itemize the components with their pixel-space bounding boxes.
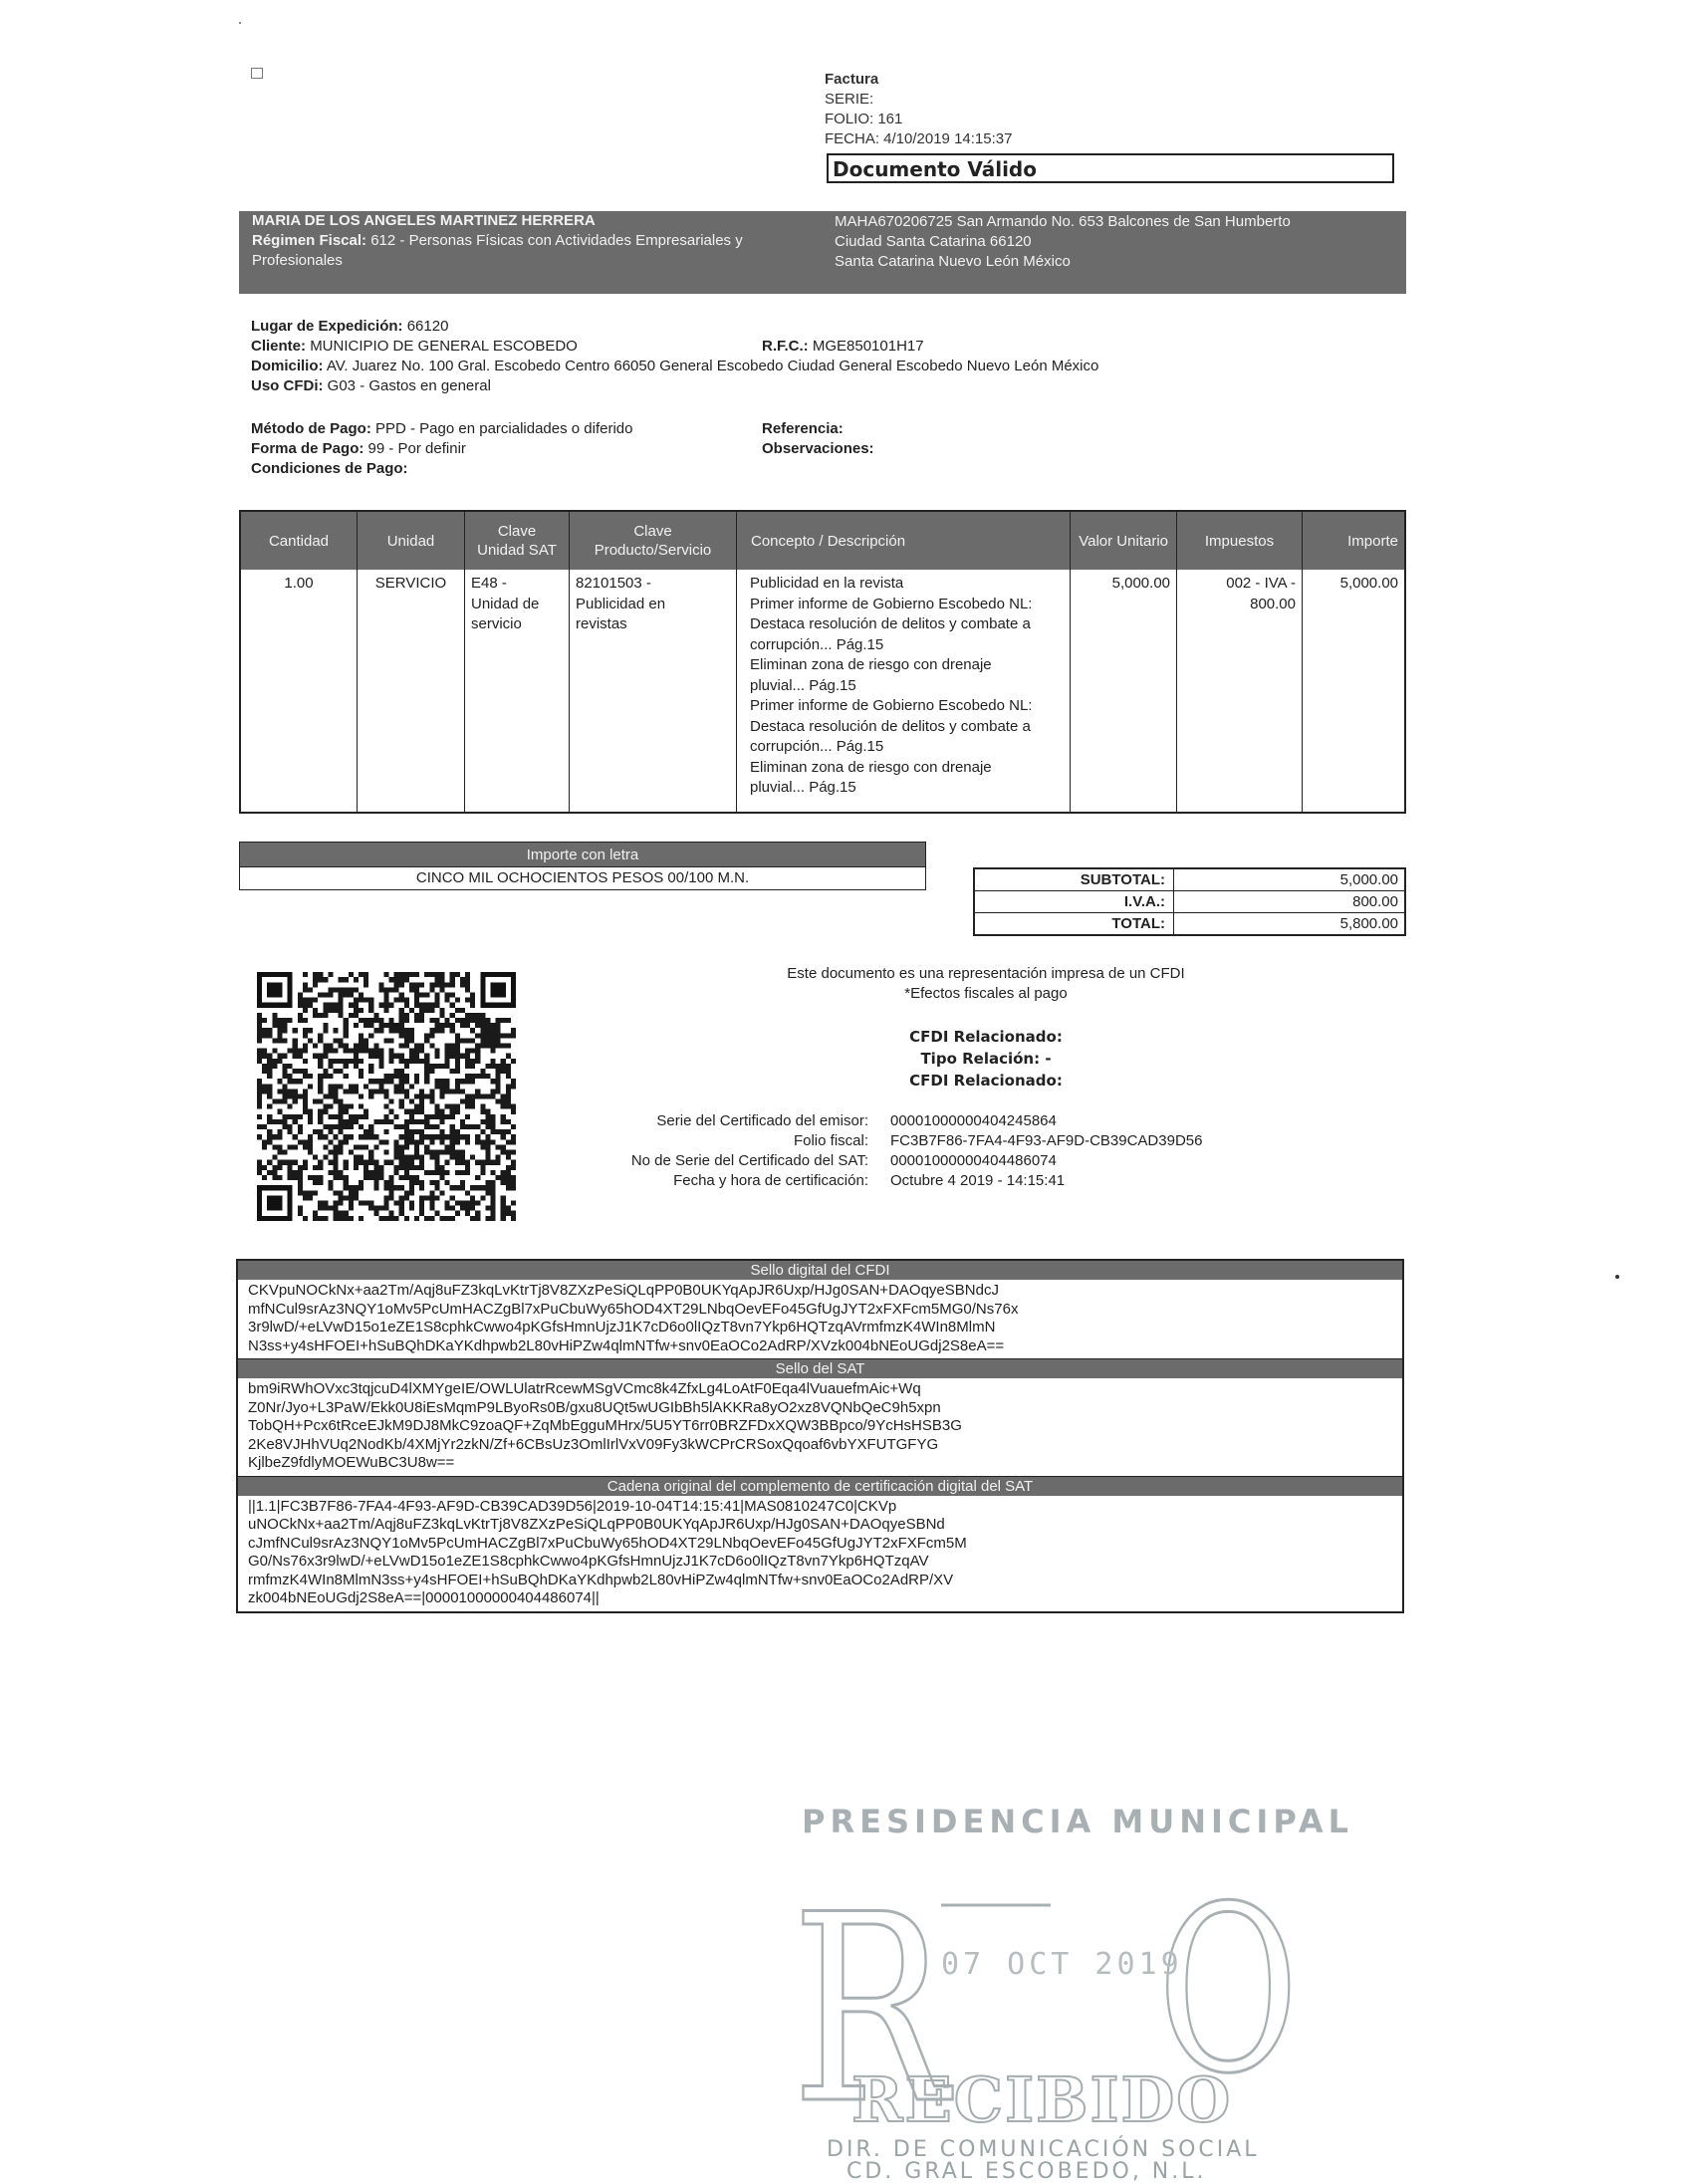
regimen-value-cont: Profesionales bbox=[252, 252, 343, 269]
fecha-cert-value: Octubre 4 2019 - 14:15:41 bbox=[890, 1172, 1066, 1189]
total-value: 5,800.00 bbox=[1339, 915, 1398, 932]
header-impuestos: Impuestos bbox=[1177, 512, 1302, 570]
forma-value: 99 - Por definir bbox=[367, 440, 466, 457]
sello-line: 3r9lwD/+eLVwD15o1eZE1S8cphkCwwo4pKGfsHmnUjzJ1K7cD6o0lIQzT8vn7Ykp6HQTzqAVrmfmzK4WIn8MlmN bbox=[248, 1319, 996, 1335]
header-importe: Importe bbox=[1303, 512, 1404, 570]
metodo-value: PPD - Pago en parcialidades o diferido bbox=[375, 420, 633, 437]
validity-badge: Documento Válido bbox=[827, 153, 1394, 183]
metodo-label: Método de Pago: bbox=[251, 420, 371, 437]
serie-cert-label: Serie del Certificado del emisor: bbox=[656, 1112, 868, 1129]
folio-fiscal-label: Folio fiscal: bbox=[793, 1132, 868, 1149]
header-clave-producto: Clave Producto/Servicio bbox=[570, 512, 736, 570]
cliente-label: Cliente: bbox=[251, 338, 307, 355]
uso-value: G03 - Gastos en general bbox=[327, 377, 491, 394]
cert-labels bbox=[558, 1111, 868, 1191]
stamp-top-text: PRESIDENCIA MUNICIPAL bbox=[802, 1803, 1353, 1840]
concepto-line: Primer informe de Gobierno Escobedo NL: bbox=[750, 595, 1033, 612]
totals-box bbox=[973, 867, 1406, 936]
concepto-line: corrupción... Pág.15 bbox=[750, 738, 884, 755]
address-line-2: Ciudad Santa Catarina 66120 bbox=[835, 233, 1032, 250]
concepto-line: Primer informe de Gobierno Escobedo NL: bbox=[750, 697, 1033, 714]
rfc-label: R.F.C.: bbox=[762, 338, 809, 355]
header-cantidad: Cantidad bbox=[241, 512, 357, 570]
subtotal-label: SUBTOTAL: bbox=[975, 869, 1174, 890]
regimen-value: 612 - Personas Físicas con Actividades Empresariales y bbox=[370, 232, 743, 249]
cert-values bbox=[890, 1111, 1309, 1191]
tipo-relacion: Tipo Relación: - bbox=[920, 1050, 1052, 1068]
folio-fiscal-value: FC3B7F86-7FA4-4F93-AF9D-CB39CAD39D56 bbox=[890, 1132, 1203, 1149]
concepto-line: Eliminan zona de riesgo con drenaje bbox=[750, 758, 992, 776]
lugar-expedicion bbox=[251, 317, 1396, 337]
clave-prod-line: revistas bbox=[576, 615, 627, 632]
concepto-line: Destaca resolución de delitos y combate a bbox=[750, 717, 1031, 735]
header-clave-unidad: Clave Unidad SAT bbox=[465, 512, 569, 570]
sello-line: mfNCul9srAz3NQY1oMv5PcUmHACZgBl7xPuCbuWy65hOD4XT29LNbqOevEFo45GfUgJYT2xFXFcm5MG0/Ns76x bbox=[248, 1300, 1019, 1318]
cfdi-note-1: Este documento es una representación impresa de un CFDI bbox=[787, 965, 1185, 982]
received-stamp bbox=[777, 1803, 1353, 2184]
iva-row bbox=[975, 891, 1404, 913]
cfdi-relacionado bbox=[846, 1026, 1125, 1092]
cliente bbox=[251, 337, 1396, 357]
col-clave-producto bbox=[570, 512, 737, 812]
cell-clave-unidad bbox=[465, 570, 569, 639]
domicilio-value: AV. Juarez No. 100 Gral. Escobedo Centro 66050 General Escobedo Ciudad General Escobedo Nuevo León México bbox=[326, 358, 1099, 374]
doc-type: Factura bbox=[825, 71, 879, 88]
total-label: TOTAL: bbox=[975, 913, 1174, 934]
sello-sat-header: Sello del SAT bbox=[238, 1359, 1402, 1378]
corner-mark bbox=[251, 68, 263, 79]
condiciones-pago bbox=[251, 459, 1396, 479]
qr-code bbox=[257, 971, 516, 1222]
col-valor bbox=[1071, 512, 1177, 812]
cell-importe: 5,000.00 bbox=[1339, 575, 1398, 592]
cadena-line: uNOCkNx+aa2Tm/Aqj8uFZ3kqLvKtrTj8V8ZXzPeSiQLqPP0B0UKYqApJR6Uxp/HJg0SAN+DAOqyeSBNd bbox=[248, 1516, 945, 1533]
stamp-bottom-1: DIR. DE COMUNICACIÓN SOCIAL bbox=[827, 2137, 1260, 2162]
col-importe bbox=[1303, 512, 1404, 812]
svg-text:R: R bbox=[792, 1858, 948, 2161]
cell-unidad: SERVICIO bbox=[374, 575, 447, 592]
regimen-label: Régimen Fiscal: bbox=[252, 232, 367, 249]
stamp-word: RECIBIDO bbox=[851, 2063, 1233, 2136]
concepto-line: Eliminan zona de riesgo con drenaje bbox=[750, 656, 992, 673]
importe-letra-header: Importe con letra bbox=[239, 842, 926, 867]
domicilio-label: Domicilio: bbox=[251, 358, 324, 374]
cell-clave-producto bbox=[570, 570, 736, 639]
col-cantidad bbox=[241, 512, 358, 812]
subtotal-row bbox=[975, 869, 1404, 891]
iva-value: 800.00 bbox=[1352, 893, 1398, 910]
emisor-info bbox=[252, 211, 810, 271]
lugar-label: Lugar de Expedición: bbox=[251, 318, 403, 335]
serie-sat-label: No de Serie del Certificado del SAT: bbox=[630, 1152, 868, 1169]
impuestos-line: 002 - IVA - bbox=[1226, 575, 1296, 592]
sello-sat-body bbox=[238, 1378, 1402, 1477]
cell-impuestos bbox=[1177, 570, 1302, 618]
cadena-body bbox=[238, 1496, 1402, 1611]
impuestos-line: 800.00 bbox=[1250, 595, 1296, 612]
sello-line: CKVpuNOCkNx+aa2Tm/Aqj8uFZ3kqLvKtrTj8V8ZXzPeSiQLqPP0B0UKYqApJR6Uxp/HJg0SAN+DAOqyeSBNdcJ bbox=[248, 1282, 999, 1299]
related-2: CFDI Relacionado: bbox=[909, 1072, 1063, 1090]
clave-unidad-line: Unidad de bbox=[471, 595, 540, 612]
stamp-date: 07 OCT 2019 bbox=[941, 1947, 1183, 1982]
sello-line: bm9iRWhOVxc3tqjcuD4lXMYgeIE/OWLUlatrRcewMSgVCmc8k4ZfxLg4LoAtF0Eqa4lVuauefmAic+Wq bbox=[248, 1380, 921, 1397]
clave-unidad-line: E48 - bbox=[471, 575, 507, 592]
uso-cfdi bbox=[251, 376, 1396, 396]
cadena-line: G0/Ns76x3r9lwD/+eLVwD15o1eZE1S8cphkCwwo4pKGfsHmnUjzJ1K7cD6o0lIQzT8vn7Ykp6HQTzqAV bbox=[248, 1553, 929, 1570]
sello-line: TobQH+Pcx6tRceEJkM9DJ8MkC9zoaQF+ZqMbEgguMHrx/5U5YT6rr0BRZFDxXQW3BBpco/9YcHsHSB3G bbox=[248, 1417, 962, 1434]
invoice-header bbox=[825, 70, 1012, 149]
uso-label: Uso CFDi: bbox=[251, 377, 324, 394]
concept-table bbox=[239, 510, 1406, 814]
cadena-header: Cadena original del complemento de certificación digital del SAT bbox=[238, 1477, 1402, 1496]
concepto-line: pluvial... Pág.15 bbox=[750, 676, 856, 694]
cliente-value: MUNICIPIO DE GENERAL ESCOBEDO bbox=[310, 338, 578, 355]
col-concepto bbox=[737, 512, 1071, 812]
cadena-line: ||1.1|FC3B7F86-7FA4-4F93-AF9D-CB39CAD39D56|2019-10-04T14:15:41|MAS0810247C0|CKVp bbox=[248, 1497, 897, 1515]
clave-prod-line: Publicidad en bbox=[576, 595, 666, 612]
address-line-3: Santa Catarina Nuevo León México bbox=[835, 253, 1071, 270]
forma-label: Forma de Pago: bbox=[251, 440, 364, 457]
iva-label: I.V.A.: bbox=[975, 891, 1174, 912]
fecha: FECHA: 4/10/2019 14:15:37 bbox=[825, 130, 1013, 147]
metodo-pago bbox=[251, 419, 1396, 439]
sello-line: N3ss+y4sHFOEI+hSuBQhDKaYKdhpwb2L80vHiPZw4qlmNTfw+snv0EaOCo2AdRP/XVzk004bNEoUGdj2S8eA== bbox=[248, 1336, 1005, 1354]
fecha-cert-label: Fecha y hora de certificación: bbox=[673, 1172, 868, 1189]
pago-info bbox=[251, 419, 1396, 479]
concepto-line: Destaca resolución de delitos y combate a bbox=[750, 615, 1031, 632]
cfdi-note bbox=[757, 964, 1215, 1004]
serie-sat-value: 00001000000404486074 bbox=[890, 1152, 1057, 1169]
header-valor: Valor Unitario bbox=[1071, 512, 1176, 570]
cadena-line: cJmfNCul9srAz3NQY1oMv5PcUmHACZgBl7xPuCbuWy65hOD4XT29LNbqOevEFo45GfUgJYT2xFXFcm5M bbox=[248, 1534, 967, 1552]
clave-prod-line: 82101503 - bbox=[576, 575, 651, 592]
clave-unidad-line: servicio bbox=[471, 615, 522, 632]
concepto-line: pluvial... Pág.15 bbox=[750, 779, 856, 796]
condiciones-label: Condiciones de Pago: bbox=[251, 460, 408, 477]
concepto-line: corrupción... Pág.15 bbox=[750, 635, 884, 653]
emisor-regimen bbox=[252, 231, 810, 251]
importe-letra-value: CINCO MIL OCHOCIENTOS PESOS 00/100 M.N. bbox=[239, 866, 926, 890]
svg-text:O: O bbox=[1157, 1856, 1299, 2124]
receptor-info bbox=[251, 317, 1396, 396]
forma-pago bbox=[251, 439, 1396, 459]
sello-line: Z0Nr/Jyo+L3PaW/Ekk0U8iEsMqmP9LByoRs0B/gxu8UQt5wUGIbBh5lAKKRa8yO2xz8VQNbQeC9h5xpn bbox=[248, 1398, 941, 1416]
address-line-1: MAHA670206725 San Armando No. 653 Balcones de San Humberto bbox=[835, 213, 1291, 230]
concepto-line: Publicidad en la revista bbox=[750, 575, 904, 592]
cell-cantidad: 1.00 bbox=[284, 575, 314, 592]
cell-concepto bbox=[737, 570, 1070, 803]
emisor-address bbox=[835, 212, 1392, 272]
cfdi-note-2: *Efectos fiscales al pago bbox=[904, 985, 1068, 1002]
speck bbox=[239, 22, 241, 24]
cadena-line: zk004bNEoUGdj2S8eA==|00001000000404486074|| bbox=[248, 1589, 600, 1606]
sello-cfdi-header: Sello digital del CFDI bbox=[238, 1261, 1402, 1280]
total-row bbox=[975, 913, 1404, 934]
rfc bbox=[762, 337, 924, 357]
emisor-name: MARIA DE LOS ANGELES MARTINEZ HERRERA bbox=[252, 212, 596, 229]
serie-cert-value: 00001000000404245864 bbox=[890, 1112, 1057, 1129]
speck bbox=[1615, 1275, 1619, 1279]
lugar-value: 66120 bbox=[406, 318, 449, 335]
cell-valor: 5,000.00 bbox=[1111, 575, 1170, 592]
cadena-line: rmfmzK4WIn8MlmN3ss+y4sHFOEI+hSuBQhDKaYKdhpwb2L80vHiPZw4qlmNTfw+snv0EaOCo2AdRP/XV bbox=[248, 1571, 954, 1588]
col-impuestos bbox=[1177, 512, 1303, 812]
domicilio bbox=[251, 357, 1396, 376]
subtotal-value: 5,000.00 bbox=[1339, 871, 1398, 888]
sello-cfdi-body bbox=[238, 1280, 1402, 1359]
sellos-block bbox=[236, 1259, 1404, 1613]
folio: FOLIO: 161 bbox=[825, 111, 903, 127]
stamp-bottom-2: CD. GRAL ESCOBEDO, N.L. bbox=[846, 2159, 1207, 2184]
referencia-label: Referencia: bbox=[762, 420, 844, 437]
related-1: CFDI Relacionado: bbox=[909, 1028, 1063, 1046]
header-concepto: Concepto / Descripción bbox=[737, 512, 1070, 570]
observaciones-label: Observaciones: bbox=[762, 440, 874, 457]
header-unidad: Unidad bbox=[358, 512, 464, 570]
sello-line: KjlbeZ9fdlyMOEWuBC3U8w== bbox=[248, 1454, 455, 1471]
serie: SERIE: bbox=[825, 91, 874, 108]
col-unidad bbox=[358, 512, 465, 812]
rfc-value: MGE850101H17 bbox=[812, 338, 924, 355]
col-clave-unidad bbox=[465, 512, 570, 812]
emisor-bar bbox=[239, 211, 1406, 294]
sello-line: 2Ke8VJHhVUq2NodKb/4XMjYr2zkN/Zf+6CBsUz3OmlIrlVxV09Fy3kWCPrCRSoxQqoaf6vbYXFUTGFYG bbox=[248, 1435, 939, 1453]
